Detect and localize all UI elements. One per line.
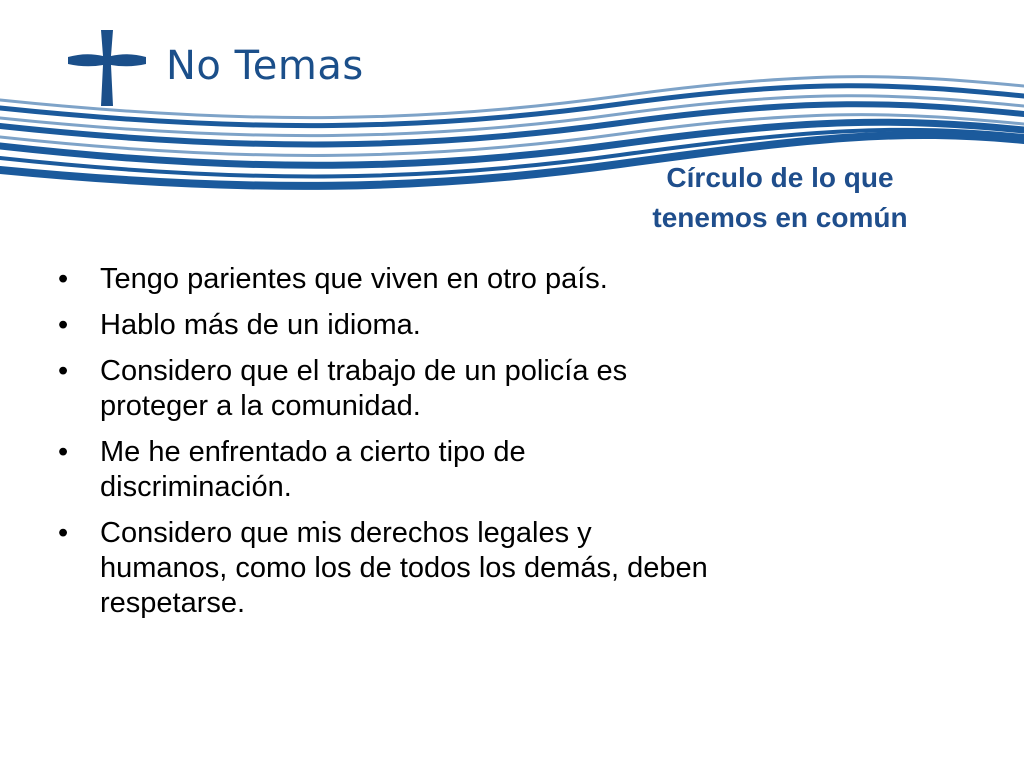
bullet-text-line: discriminación. — [100, 471, 292, 503]
bullet-item — [58, 516, 858, 621]
cross-icon — [68, 30, 146, 106]
logo-wordmark: No Temas — [166, 43, 364, 89]
bullet-text: Hablo más de un idioma. — [100, 309, 421, 341]
bullet-marker: • — [58, 517, 69, 549]
bullet-text-line: proteger a la comunidad. — [100, 390, 421, 422]
bullet-text: Tengo parientes que viven en otro país. — [100, 263, 608, 295]
bullet-text-line: Considero que el trabajo de un policía es — [100, 355, 628, 387]
bullet-text-line: humanos, como los de todos los demás, deben — [100, 552, 708, 584]
bullet-item — [58, 435, 858, 505]
bullet-marker: • — [58, 309, 69, 341]
bullet-marker: • — [58, 263, 69, 295]
bullet-text-line: Considero que mis derechos legales y — [100, 517, 592, 549]
bullet-item — [58, 308, 858, 343]
bullet-item — [58, 354, 858, 424]
bullet-list — [58, 262, 858, 632]
slide-title — [560, 158, 1000, 238]
bullet-marker: • — [58, 436, 69, 468]
bullet-text-line: Me he enfrentado a cierto tipo de — [100, 436, 526, 468]
slide-title-line-1: Círculo de lo que — [666, 162, 894, 193]
bullet-text-line: respetarse. — [100, 587, 246, 619]
bullet-marker: • — [58, 355, 69, 387]
slide-title-line-2: tenemos en común — [652, 202, 908, 233]
bullet-item — [58, 262, 858, 297]
